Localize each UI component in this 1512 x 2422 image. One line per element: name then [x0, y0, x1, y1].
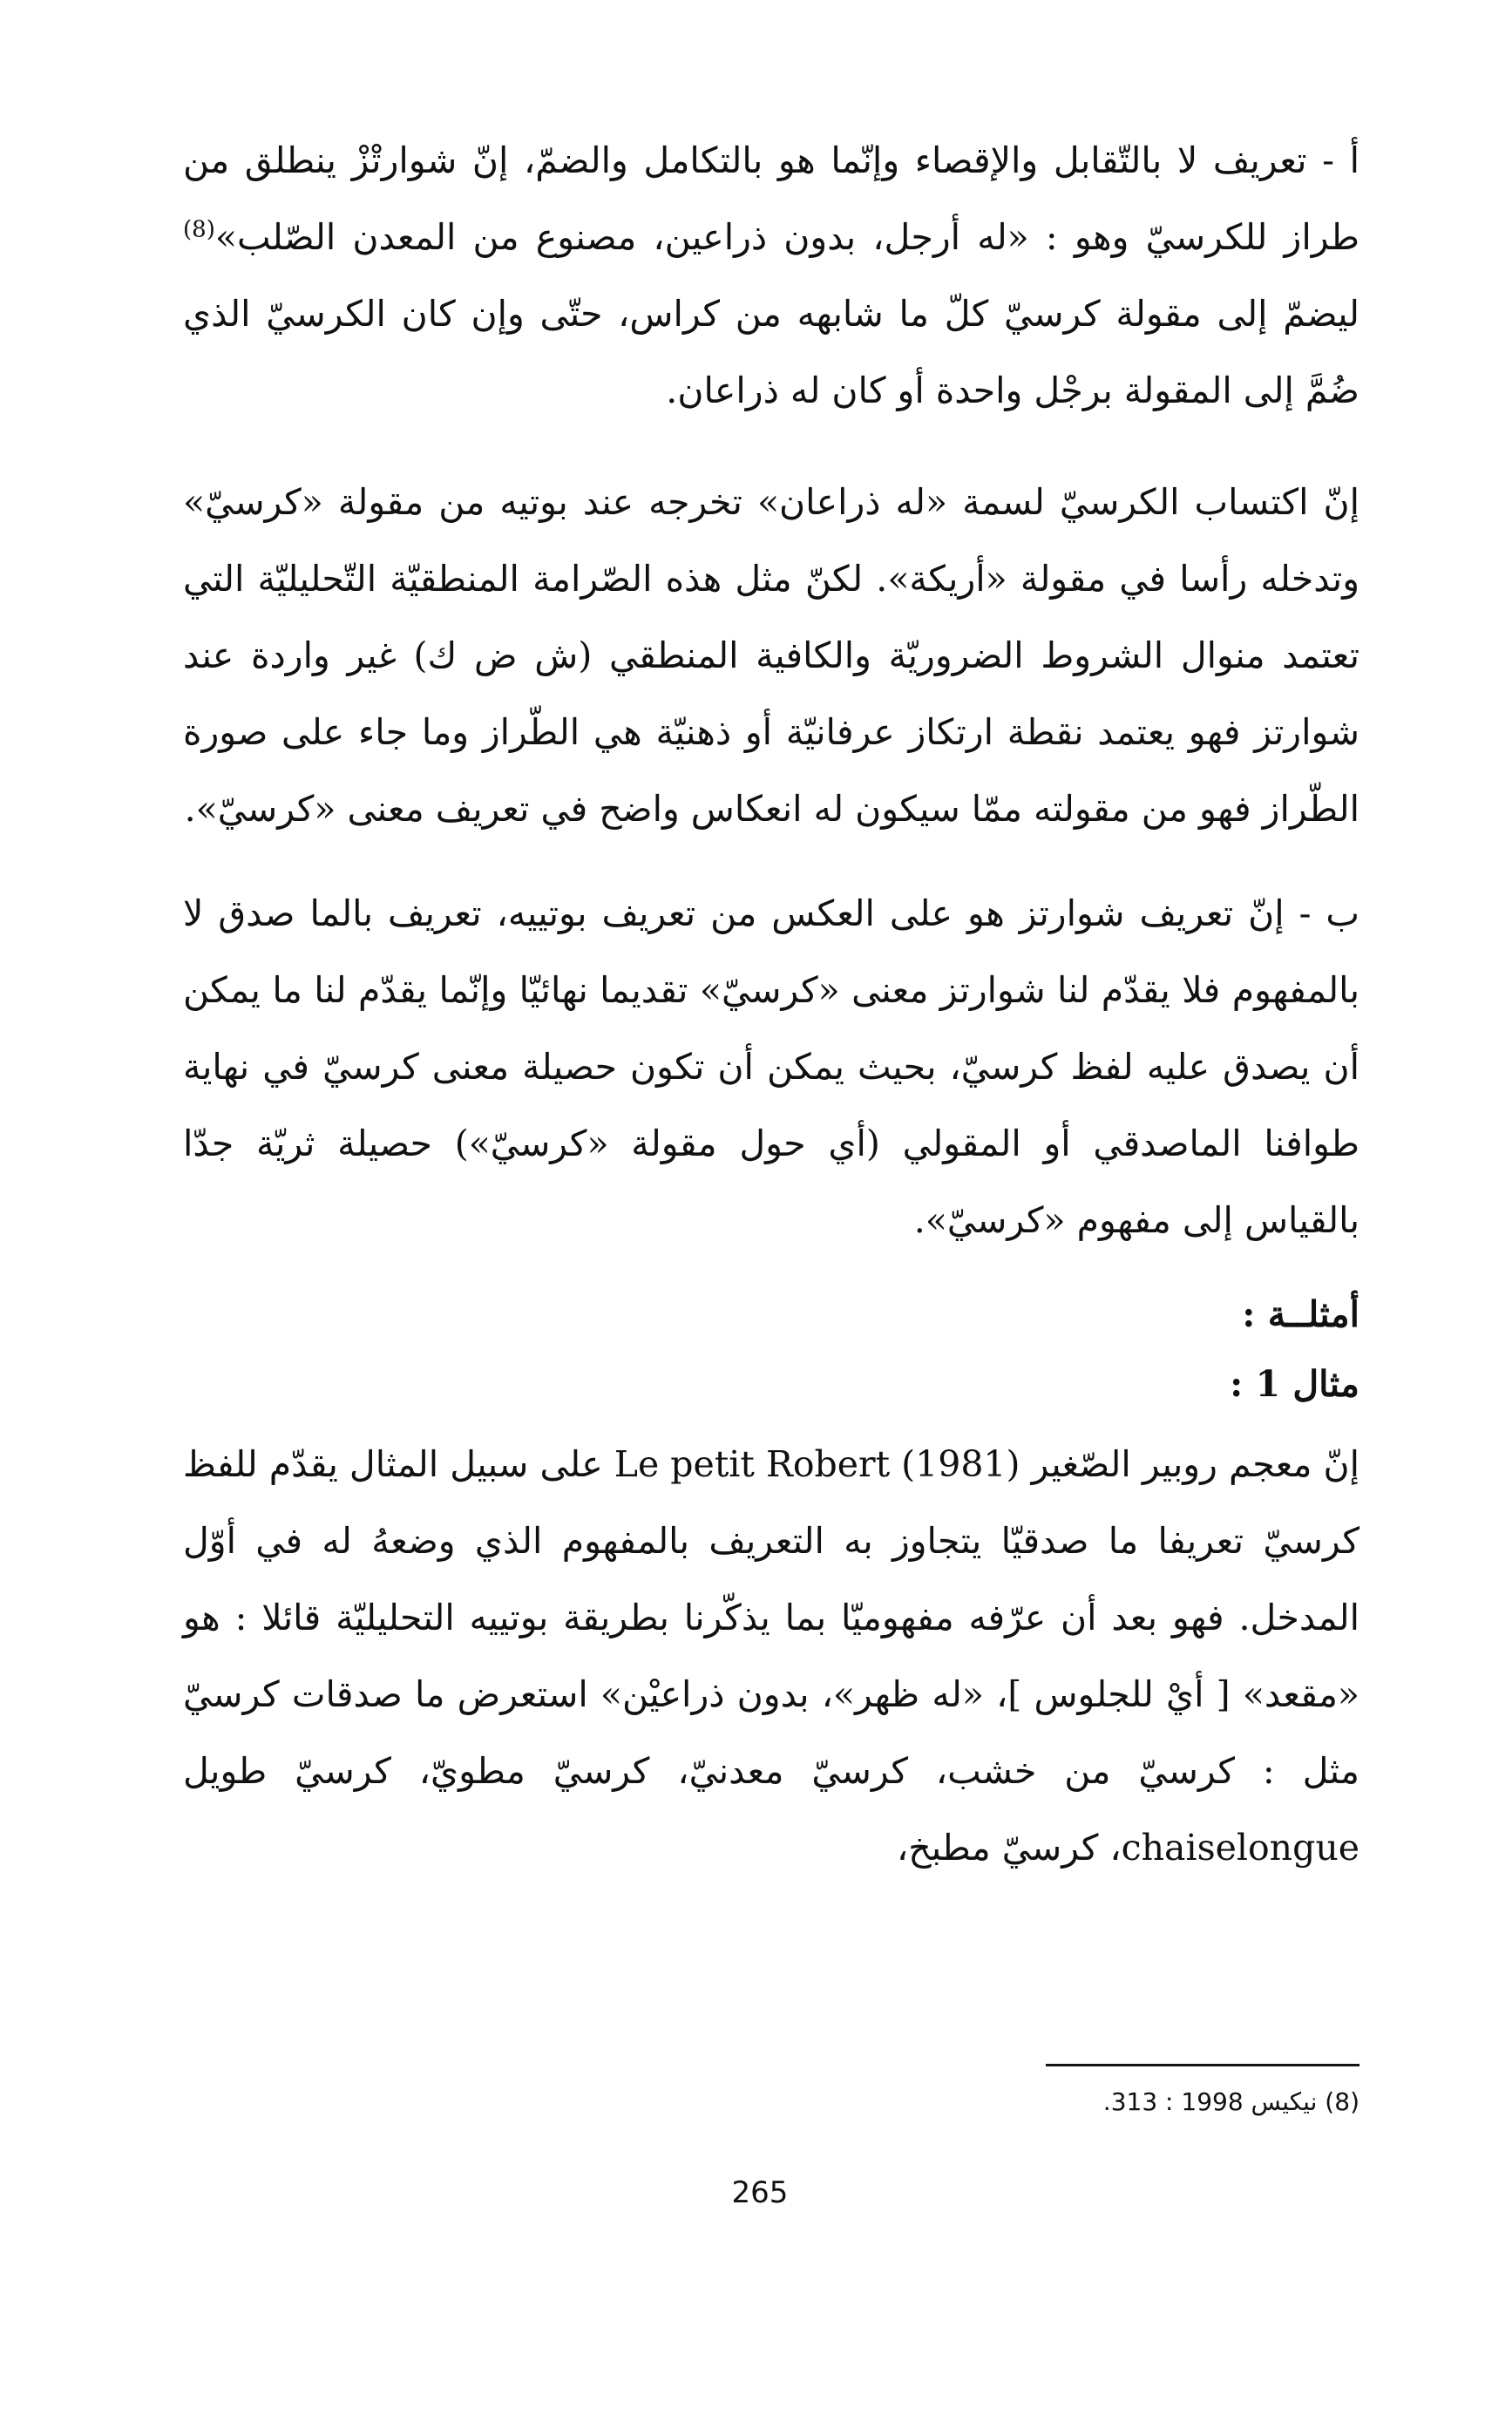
paragraph-definition-b: ب - إنّ تعريف شوارتز هو على العكس من تعريف بوتييه، تعريف بالما صدق لا بالمفهوم فلا يقدّم لنا شوارتز معنى «كرسيّ» تقديما نهائيّا وإنّما يقدّم لنا ما يمكن أن يصدق عليه لفظ كرسيّ، بحيث يمكن أن تكون حصيلة معنى كرسيّ في نهاية طوافنا الماصدقي أو المقولي (أي حول مقولة «كرسيّ») حصيلة ثريّة جدّا بالقياس إلى مفهوم «كرسيّ». [183, 892, 1359, 1241]
heading-example-1: مثال 1 : [1230, 1363, 1359, 1405]
footnote-8: (8) نيكيس 1998 : 313. [1102, 2087, 1359, 2116]
footnote-separator [1046, 2064, 1359, 2066]
footnote-reference: (8) [183, 216, 215, 243]
paragraph-definition-a-text: أ - تعريف لا بالتّقابل والإقصاء وإنّما هو بالتكامل والضمّ، إنّ شوارتْزْ ينطلق من طراز للكرسيّ وهو : «له أرجل، بدون ذراعين، مصنوع من المعدن الصّلب» [183, 139, 1359, 258]
paragraph-armchair-category: إنّ اكتساب الكرسيّ لسمة «له ذراعان» تخرجه عند بوتيه من مقولة «كرسيّ» وتدخله رأسا في مقولة «أريكة». لكنّ مثل هذه الصّرامة المنطقيّة التّحليليّة التي تعتمد منوال الشروط الضروريّة والكافية المنطقي (ش ض ك) غير واردة عند شوارتز فهو يعتمد نقطة ارتكاز عرفانيّة أو ذهنيّة هي الطّراز وما جاء على صورة الطّراز فهو من مقولته ممّا سيكون له انعكاس واضح في تعريف معنى «كرسيّ». [183, 481, 1359, 830]
heading-examples: أمثلــة : [1242, 1293, 1359, 1335]
page-number: 265 [731, 2175, 789, 2210]
page-body [183, 122, 1359, 1886]
paragraph-definition-a [183, 122, 1359, 429]
paragraph-example-1: إنّ معجم روبير الصّغير Le petit Robert (1981) على سبيل المثال يقدّم للفظ كرسيّ تعريفا ما صدقيّا يتجاوز به التعريف بالمفهوم الذي وضعهُ له في أوّل المدخل. فهو بعد أن عرّفه مفهوميّا بما يذكّرنا بطريقة بوتييه التحليليّة قائلا : هو «مقعد» [ أيْ للجلوس ]، «له ظهر»، بدون ذراعيْن» استعرض ما صدقات كرسيّ مثل : كرسيّ من خشب، كرسيّ معدنيّ، كرسيّ مطويّ، كرسيّ طويل chaiselongue، كرسيّ مطبخ، [183, 1443, 1360, 1869]
paragraph-definition-a-continuation: ليضمّ إلى مقولة كرسيّ كلّ ما شابهه من كراس، حتّى وإن كان الكرسيّ الذي ضُمَّ إلى المقولة برجْل واحدة أو كان له ذراعان. [183, 293, 1359, 411]
